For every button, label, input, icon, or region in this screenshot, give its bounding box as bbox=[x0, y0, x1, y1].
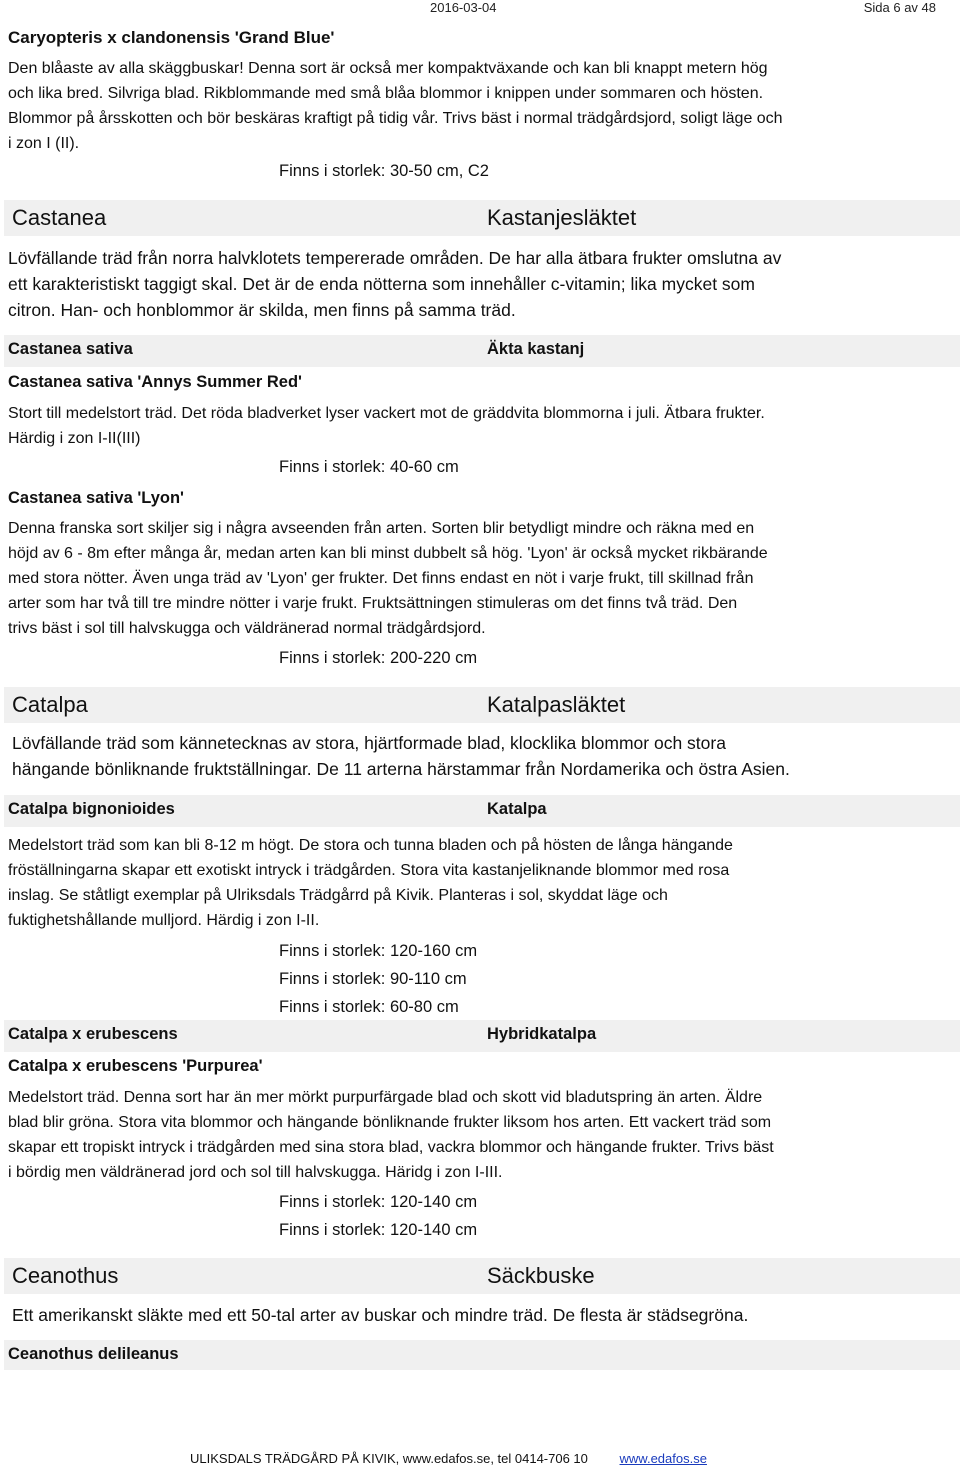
page-date: 2016-03-04 bbox=[430, 0, 497, 15]
genus-name: Ceanothus bbox=[12, 1263, 119, 1288]
size-info: Finns i storlek: 30-50 cm, C2 bbox=[279, 162, 489, 180]
cultivar-description: Denna franska sort skiljer sig i några avseenden från arten. Sorten blir betydligt mindre och räkna med en höjd av 6 - 8m efter många år, medan arten kan bli minst dubbelt så hög. 'Lyon' är också mycket rikbärande med stora nötter. Även unga träd av 'Lyon' ger frukter. Det finns endast en nöt i varje frukt, till skillnad från arter som har två till tre mindre nötter i varje frukt. Fruktsättningen stimuleras om det finns två träd. Den trivs bäst i sol till halvskugga och väldränerad normal trädgårdsjord. bbox=[8, 520, 768, 637]
species-swedish-name: Katalpa bbox=[487, 800, 547, 818]
size-info: Finns i storlek: 120-160 cm bbox=[279, 942, 478, 960]
genus-header bbox=[4, 1258, 960, 1294]
genus-description: Lövfällande träd som kännetecknas av stora, hjärtformade blad, klocklika blommor och stora hängande bönliknande fruktställningar. De 11 arterna härstammar från Nordamerika och östra Asien. bbox=[12, 733, 790, 779]
genus-description: Ett amerikanskt släkte med ett 50-tal arter av buskar och mindre träd. De flesta är städsegröna. bbox=[12, 1305, 749, 1325]
cultivar-description: Stort till medelstort träd. Det röda bladverket lyser vackert mot de gräddvita blommorna i juli. Ätbara frukter. Härdig i zon I-II(III) bbox=[8, 405, 765, 447]
footer-text: ULIKSDALS TRÄDGÅRD PÅ KIVIK, www.edafos.se, tel 0414-706 10 bbox=[190, 1451, 588, 1466]
genus-swedish-name: Kastanjesläktet bbox=[487, 205, 637, 230]
size-info: Finns i storlek: 60-80 cm bbox=[279, 998, 459, 1016]
cultivar-title: Caryopteris x clandonensis 'Grand Blue' bbox=[8, 28, 335, 47]
species-description: Medelstort träd som kan bli 8-12 m högt. De stora och tunna bladen och på hösten de långa hängande fröställningarna skapar ett exotiskt intryck i trädgården. Stora vita kastanjeliknande blommor med rosa inslag. Se ståtligt exemplar på Ulriksdals Trädgårrd på Kivik. Planteras i sol, skyddat läge och fuktighetshållande mulljord. Härdig i zon I-II. bbox=[8, 837, 733, 929]
genus-name: Catalpa bbox=[12, 692, 88, 717]
footer-website-link[interactable]: www.edafos.se bbox=[619, 1451, 707, 1466]
genus-description: Lövfällande träd från norra halvklotets tempererade områden. De har alla ätbara frukter omslutna av ett karakteristiskt taggigt skal. Det är de enda nötterna som innehåller c-vitamin; lika mycket som citron. Han- och honblommor är skilda, men finns på samma träd. bbox=[8, 248, 782, 320]
species-swedish-name: Hybridkatalpa bbox=[487, 1025, 597, 1043]
species-header bbox=[4, 335, 960, 367]
size-info: Finns i storlek: 200-220 cm bbox=[279, 649, 478, 667]
genus-swedish-name: Katalpasläktet bbox=[487, 692, 626, 717]
size-info: Finns i storlek: 120-140 cm bbox=[279, 1221, 478, 1239]
species-name: Ceanothus delileanus bbox=[8, 1345, 179, 1363]
cultivar-description: Medelstort träd. Denna sort har än mer mörkt purpurfärgade blad och skott vid bladutspring än arten. Äldre blad blir gröna. Stora vita blommor och hängande bönliknande frukter liksom hos arten. Ett vackert träd som skapar ett tropiskt intryck i trädgården med sina stora blad, vackra blommor och hängande frukter. Trivs bäst i bördig men väldränerad jord och sol till halvskugga. Häridg i zon I-III. bbox=[8, 1089, 774, 1181]
genus-name: Castanea bbox=[12, 205, 107, 230]
species-name: Castanea sativa bbox=[8, 340, 133, 358]
species-swedish-name: Äkta kastanj bbox=[487, 340, 585, 358]
genus-header bbox=[4, 687, 960, 723]
size-info: Finns i storlek: 40-60 cm bbox=[279, 458, 459, 476]
species-header bbox=[4, 1020, 960, 1052]
genus-header bbox=[4, 200, 960, 236]
page-number: Sida 6 av 48 bbox=[863, 0, 936, 15]
genus-swedish-name: Säckbuske bbox=[487, 1263, 595, 1288]
cultivar-description: Den blåaste av alla skäggbuskar! Denna sort är också mer kompaktväxande och kan bli knappt metern hög och lika bred. Silvriga blad. Rikblommande med små blåa blommor i knippen under sommaren och hösten. Blommor på årsskotten och bör beskäras kraftigt på tidig vår. Trivs bäst i normal trädgårdsjord, soligt läge och i zon I (II). bbox=[8, 60, 783, 152]
size-info: Finns i storlek: 90-110 cm bbox=[279, 970, 467, 988]
species-header bbox=[4, 795, 960, 827]
page-footer bbox=[190, 1451, 707, 1466]
cultivar-title: Castanea sativa 'Annys Summer Red' bbox=[8, 373, 302, 391]
cultivar-title: Catalpa x erubescens 'Purpurea' bbox=[8, 1057, 263, 1075]
species-header bbox=[4, 1340, 960, 1370]
species-name: Catalpa bignonioides bbox=[8, 800, 175, 818]
cultivar-title: Castanea sativa 'Lyon' bbox=[8, 489, 184, 507]
species-name: Catalpa x erubescens bbox=[8, 1025, 178, 1043]
size-info: Finns i storlek: 120-140 cm bbox=[279, 1193, 478, 1211]
